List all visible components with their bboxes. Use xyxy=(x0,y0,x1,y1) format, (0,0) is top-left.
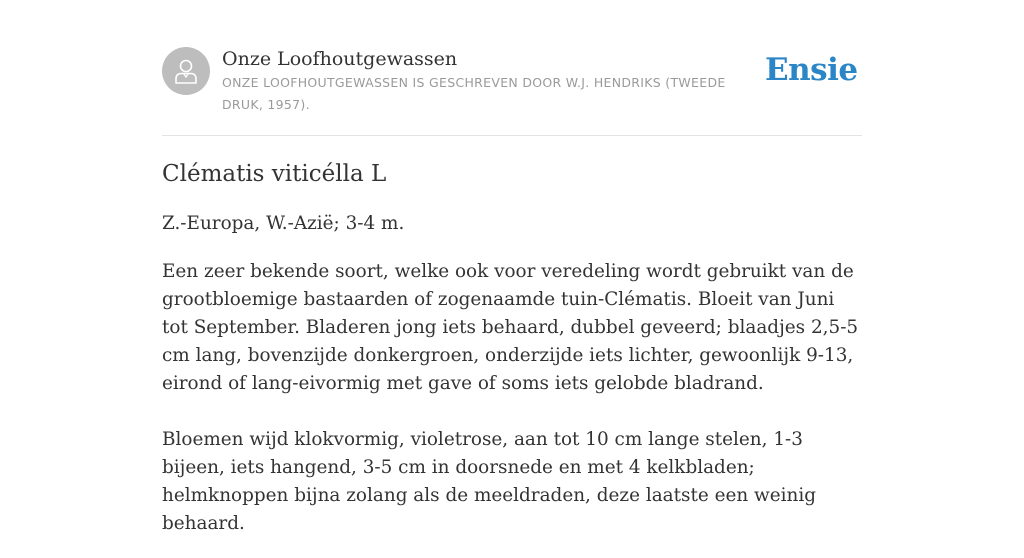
brand-logo[interactable]: Ensie xyxy=(765,52,858,88)
article-title: Clématis viticélla L xyxy=(162,161,387,187)
article-paragraph: Z.-Europa, W.-Azië; 3-4 m. xyxy=(162,213,405,234)
article-paragraph: Een zeer bekende soort, welke ook voor veredeling wordt gebruikt van de grootbloemige bastaarden of zogenaamde tuin-Clématis. Bloeit van Juni tot September. Bladeren jong iets behaard, dubbel geveerd; blaadjes 2,5-5 cm lang, bovenzijde donkergroen, onderzijde iets lichter, gewoonlijk 9-13, eirond of lang-eivormig met gave of soms iets gelobde bladrand. xyxy=(162,261,859,394)
user-icon xyxy=(171,56,201,86)
article-paragraph: Bloemen wijd klokvormig, violetrose, aan tot 10 cm lange stelen, 1-3 bijeen, iets hangend, 3-5 cm in doorsnede en met 4 kelkbladen; helmknoppen bijna zolang als de meeldraden, deze laatste een weinig behaard. xyxy=(162,429,817,534)
source-title[interactable]: Onze Loofhoutgewassen xyxy=(222,48,458,70)
source-avatar[interactable] xyxy=(162,47,210,95)
article-body xyxy=(162,210,862,558)
source-header xyxy=(162,47,862,136)
source-description: ONZE LOOFHOUTGEWASSEN IS GESCHREVEN DOOR W.J. HENDRIKS (TWEEDE DRUK, 1957). xyxy=(222,75,726,112)
